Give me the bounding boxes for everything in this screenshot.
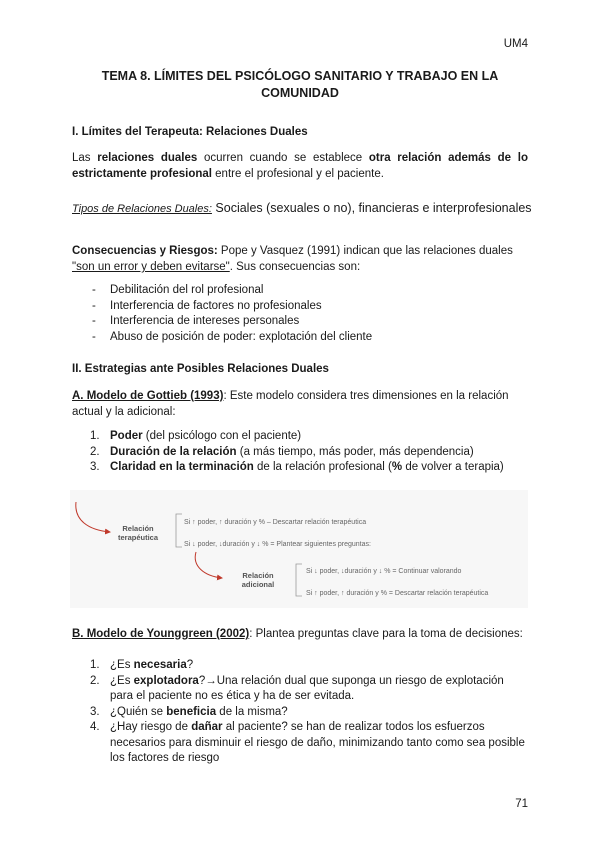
bracket-2 bbox=[296, 564, 302, 596]
intro-bold-1: relaciones duales bbox=[97, 152, 198, 164]
intro-text-1: Las bbox=[72, 152, 98, 164]
item-bold: dañar bbox=[191, 721, 223, 733]
item-number: 4. bbox=[90, 721, 100, 733]
list-item bbox=[90, 720, 528, 767]
node-additional-line-2: adicional bbox=[241, 580, 275, 589]
item-bold: Poder bbox=[110, 430, 143, 442]
item-bold: beneficia bbox=[166, 705, 217, 718]
item-pre: ¿Hay riesgo de bbox=[110, 721, 192, 733]
consequences-text-1: Pope y Vasquez (1991) indican que las relaciones duales bbox=[217, 245, 513, 257]
item-post: de la misma? bbox=[216, 705, 288, 718]
node-additional-line-1: Relación bbox=[242, 571, 274, 580]
item-post: ?→Una relación dual que suponga un riesgo de explotación para el paciente no es ética y ha de ser evitada. bbox=[110, 674, 504, 702]
item-bold: Claridad en la terminación bbox=[110, 461, 254, 473]
item-pre: ¿Es bbox=[110, 659, 134, 671]
list-item: - Abuso de posición de poder: explotación del cliente bbox=[90, 330, 372, 346]
consequences-text-2: . Sus consecuencias son: bbox=[229, 261, 361, 273]
section-1-heading: I. Límites del Terapeuta: Relaciones Duales bbox=[72, 126, 308, 138]
model-younggreen-label: B. Modelo de Younggreen (2002) bbox=[72, 628, 250, 640]
node-therapeutic-line-2: terapéutica bbox=[117, 533, 159, 542]
item-pre: ¿Es bbox=[110, 674, 134, 687]
branch-discard-therapeutic-2: Si ↑ poder, ↑ duración y % = Descartar relación terapéutica bbox=[306, 590, 489, 597]
item-bold: necesaria bbox=[133, 659, 187, 671]
consequences-list bbox=[90, 283, 372, 345]
item-number: 3. bbox=[90, 705, 100, 718]
item-bold-percent: % bbox=[391, 461, 403, 473]
list-item bbox=[90, 705, 528, 721]
page-number: 71 bbox=[515, 798, 528, 810]
types-label: Tipos de Relaciones Duales: bbox=[72, 203, 212, 215]
list-item: - Interferencia de intereses personales bbox=[90, 314, 372, 330]
branch-discard-therapeutic: Si ↑ poder, ↑ duración y % – Descartar relación terapéutica bbox=[184, 519, 367, 526]
branch-continue-evaluating: Si ↓ poder, ↓duración y ↓ % = Continuar valorando bbox=[306, 568, 462, 575]
branch-ask-questions: Si ↓ poder, ↓duración y ↓ % = Plantear siguientes preguntas: bbox=[184, 541, 371, 548]
section-2-heading: II. Estrategias ante Posibles Relaciones Duales bbox=[72, 363, 329, 375]
intro-text-3: entre el profesional y el paciente. bbox=[211, 168, 384, 180]
node-therapeutic-line-1: Relación bbox=[122, 524, 154, 533]
item-post: ? bbox=[186, 659, 194, 671]
intro-bold-2: otra relación además de lo estrictamente profesional bbox=[72, 152, 528, 180]
intro-text-2: ocurren cuando se establece bbox=[197, 152, 369, 164]
list-item bbox=[90, 460, 530, 476]
unit-label: UM4 bbox=[503, 38, 528, 50]
item-number: 3. bbox=[90, 461, 100, 473]
types-text: Sociales (sexuales o no), financieras e interprofesionales bbox=[211, 201, 532, 215]
decision-diagram bbox=[70, 490, 528, 608]
page-title bbox=[90, 68, 510, 102]
consequences-label: Consecuencias y Riesgos: bbox=[72, 245, 218, 257]
bracket-1 bbox=[176, 514, 182, 547]
item-text: de la relación profesional ( bbox=[253, 461, 392, 473]
model-younggreen-paragraph bbox=[72, 626, 528, 642]
list-item bbox=[90, 445, 530, 461]
arrow-to-additional-node bbox=[195, 552, 222, 578]
item-text: (a más tiempo, más poder, más dependencia) bbox=[236, 445, 474, 458]
title-line-2: COMUNIDAD bbox=[261, 86, 339, 100]
model-gottieb-text: : Este modelo considera tres dimensiones en la relación actual y la adicional: bbox=[72, 390, 509, 418]
title-line-1: TEMA 8. LÍMITES DEL PSICÓLOGO SANITARIO Y TRABAJO EN LA bbox=[101, 69, 499, 83]
list-item bbox=[90, 429, 530, 445]
gottieb-dimensions-list bbox=[90, 429, 530, 476]
consequences-paragraph bbox=[72, 243, 528, 275]
model-younggreen-text: : Plantea preguntas clave para la toma de decisiones: bbox=[249, 628, 523, 640]
item-pre: ¿Quién se bbox=[110, 705, 167, 718]
item-number: 2. bbox=[90, 674, 100, 687]
item-number: 1. bbox=[90, 430, 100, 442]
dual-relation-types bbox=[72, 201, 532, 215]
arrow-to-relation-node bbox=[76, 502, 110, 532]
model-gottieb-paragraph bbox=[72, 388, 528, 420]
item-number: 1. bbox=[90, 659, 100, 671]
list-item: - Debilitación del rol profesional bbox=[90, 283, 372, 299]
item-bold: explotadora bbox=[133, 674, 199, 687]
consequences-quote: "son un error y deben evitarse" bbox=[72, 261, 230, 273]
item-bold: Duración de la relación bbox=[110, 445, 237, 458]
dual-relations-intro bbox=[72, 150, 528, 182]
model-gottieb-label: A. Modelo de Gottieb (1993) bbox=[72, 390, 224, 402]
list-item: - Interferencia de factores no profesionales bbox=[90, 299, 372, 315]
list-item bbox=[90, 658, 528, 674]
item-text-2: de volver a terapia) bbox=[402, 461, 504, 473]
younggreen-questions-list bbox=[90, 658, 528, 767]
list-item bbox=[90, 674, 528, 705]
item-text: (del psicólogo con el paciente) bbox=[142, 430, 302, 442]
decision-diagram-svg bbox=[70, 490, 528, 608]
item-number: 2. bbox=[90, 445, 100, 458]
item-post: al paciente? se han de realizar todos los esfuerzos necesarios para disminuir el riesgo de daño, minimizando tanto como sea posible los factores de riesgo bbox=[110, 721, 525, 764]
